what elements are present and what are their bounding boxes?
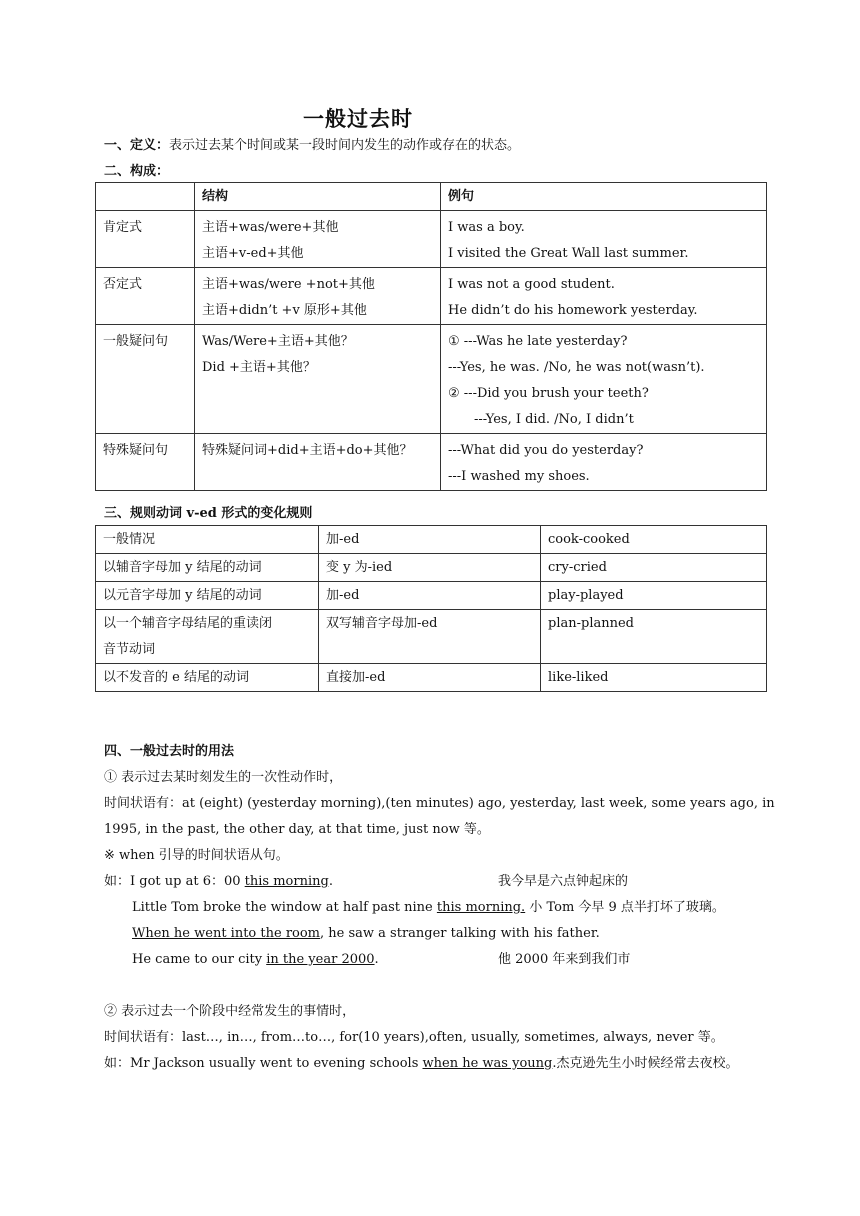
example-line: ---Yes, he was. /No, he was not(wasn’t). <box>448 360 705 375</box>
example-line: ---I washed my shoes. <box>448 469 590 484</box>
example-line: I visited the Great Wall last summer. <box>448 246 689 261</box>
example-sentence <box>132 951 379 969</box>
usage-point-1: ① 表示过去某时刻发生的一次性动作时， <box>104 770 343 785</box>
cell-text: play-played <box>548 588 624 603</box>
example-text: Little Tom broke the window at half past nine <box>132 900 437 915</box>
cell-text: plan-planned <box>548 616 634 631</box>
cell-text: 直接加-ed <box>326 670 386 685</box>
example-translation: 我今早是六点钟起床的 <box>498 874 629 889</box>
underlined-phrase: this morning <box>244 874 329 889</box>
row-label-cell <box>96 211 195 268</box>
row-label: 肯定式 <box>103 220 143 235</box>
table-row <box>96 610 767 664</box>
cell-text: 加-ed <box>326 532 360 547</box>
cell-text: 以一个辅音字母结尾的重读闭 音节动词 <box>103 616 273 657</box>
example-text: Mr Jackson usually went to evening schools <box>130 1056 423 1071</box>
structure-cell <box>195 268 441 325</box>
structure-cell <box>195 325 441 434</box>
structure-line: 特殊疑问词+did+主语+do+其他？ <box>202 443 413 458</box>
cell-text: cook-cooked <box>548 532 630 547</box>
table-row <box>96 582 767 610</box>
example-prefix: 如： <box>104 1056 131 1071</box>
example-line: ① ---Was he late yesterday? <box>448 334 628 349</box>
underlined-phrase: in the year 2000 <box>266 952 375 967</box>
section-heading: 二、构成： <box>104 164 170 179</box>
table-row <box>96 554 767 582</box>
table-cell <box>96 526 319 554</box>
cell-text: 一般情况 <box>103 532 156 547</box>
when-clause-note: ※ when 引导的时间状语从句。 <box>104 848 289 863</box>
table-header-cell <box>96 183 195 211</box>
row-label: 否定式 <box>103 277 143 292</box>
structure-line: 主语+didn’t +v 原形+其他 <box>202 303 367 318</box>
cell-text: 双写辅音字母加-ed <box>326 616 438 631</box>
example-cell <box>441 211 767 268</box>
table-row <box>96 268 767 325</box>
cell-text: 变 y 为-ied <box>326 560 393 575</box>
time-adverbials-line: 1995, in the past, the other day, at that time, just now 等。 <box>104 822 490 837</box>
row-label: 一般疑问句 <box>103 334 169 349</box>
example-line: ---What did you do yesterday? <box>448 443 644 458</box>
header-text: 结构 <box>202 189 229 204</box>
table-cell <box>96 610 319 664</box>
section-heading: 三、规则动词 v-ed 形式的变化规则 <box>104 506 313 521</box>
example-text: . <box>328 874 333 889</box>
cell-text: 加-ed <box>326 588 360 603</box>
definition-line <box>104 137 520 155</box>
underlined-phrase: When he went into the room <box>132 926 321 941</box>
structure-line: 主语+was/were +not+其他 <box>202 277 375 292</box>
example-translation: 小 Tom 今早 9 点半打坏了玻璃。 <box>525 900 725 915</box>
structure-line: Did +主语+其他？ <box>202 360 316 375</box>
table-cell <box>96 554 319 582</box>
structure-line: 主语+was/were+其他 <box>202 220 339 235</box>
example-cell <box>441 268 767 325</box>
table-cell <box>96 582 319 610</box>
page-title <box>0 103 860 133</box>
example-text: , he saw a stranger talking with his father. <box>320 926 600 941</box>
table-row <box>96 664 767 692</box>
row-label-cell <box>96 268 195 325</box>
usage-point-2: ② 表示过去一个阶段中经常发生的事情时， <box>104 1004 356 1019</box>
example-cell <box>441 325 767 434</box>
underlined-phrase: this morning. <box>436 900 526 915</box>
ved-rules-table <box>95 525 767 692</box>
table-cell <box>319 526 541 554</box>
time-adverbials-line: 时间状语有：last…, in…, from…to…, for(10 years),often, usually, sometimes, always, never 等。 <box>104 1030 724 1045</box>
example-prefix: 如： <box>104 874 131 889</box>
table-row <box>96 434 767 491</box>
structure-table <box>95 182 767 491</box>
table-header-cell <box>195 183 441 211</box>
definition-text: 表示过去某个时间或某一段时间内发生的动作或存在的状态。 <box>169 138 521 153</box>
example-line: I was a boy. <box>448 220 525 235</box>
example-text: He came to our city <box>132 952 267 967</box>
section-heading: 四、一般过去时的用法 <box>104 744 235 759</box>
row-label: 特殊疑问句 <box>103 443 169 458</box>
example-line: ② ---Did you brush your teeth? <box>448 386 649 401</box>
table-cell <box>541 664 767 692</box>
table-cell <box>319 664 541 692</box>
structure-line: 主语+v-ed+其他 <box>202 246 304 261</box>
row-label-cell <box>96 434 195 491</box>
example-line: I was not a good student. <box>448 277 615 292</box>
structure-line: Was/Were+主语+其他？ <box>202 334 354 349</box>
table-cell <box>541 610 767 664</box>
table-row <box>96 325 767 434</box>
table-header-cell <box>441 183 767 211</box>
table-cell <box>319 582 541 610</box>
title-text: 一般过去时 <box>303 106 413 131</box>
row-label-cell <box>96 325 195 434</box>
table-row <box>96 526 767 554</box>
table-header-row <box>96 183 767 211</box>
example-text: I got up at 6：00 <box>130 874 245 889</box>
table-cell <box>541 526 767 554</box>
cell-text: cry-cried <box>548 560 607 575</box>
example-text: . <box>374 952 379 967</box>
header-text: 例句 <box>448 189 475 204</box>
cell-text: like-liked <box>548 670 609 685</box>
example-sentence <box>132 899 725 917</box>
example-cell <box>441 434 767 491</box>
section-heading: 一、定义： <box>104 138 170 153</box>
cell-text: 以元音字母加 y 结尾的动词 <box>103 588 262 603</box>
table-cell <box>541 554 767 582</box>
structure-cell <box>195 434 441 491</box>
example-sentence <box>104 873 333 891</box>
table-row <box>96 211 767 268</box>
example-line: He didn’t do his homework yesterday. <box>448 303 698 318</box>
example-sentence <box>132 925 600 943</box>
cell-text: 以辅音字母加 y 结尾的动词 <box>103 560 262 575</box>
time-adverbials-line: 时间状语有：at (eight) (yesterday morning),(ten minutes) ago, yesterday, last week, some years ago, in <box>104 796 775 811</box>
example-text: .杰克逊先生小时候经常去夜校。 <box>552 1056 739 1071</box>
example-sentence <box>104 1055 738 1073</box>
cell-text: 以不发音的 e 结尾的动词 <box>103 670 249 685</box>
structure-cell <box>195 211 441 268</box>
table-cell <box>319 554 541 582</box>
table-cell <box>541 582 767 610</box>
table-cell <box>319 610 541 664</box>
underlined-phrase: when he was young <box>422 1056 553 1071</box>
table-cell <box>96 664 319 692</box>
example-translation: 他 2000 年来到我们市 <box>498 952 631 967</box>
example-line: ---Yes, I did. /No, I didn’t <box>474 412 634 427</box>
